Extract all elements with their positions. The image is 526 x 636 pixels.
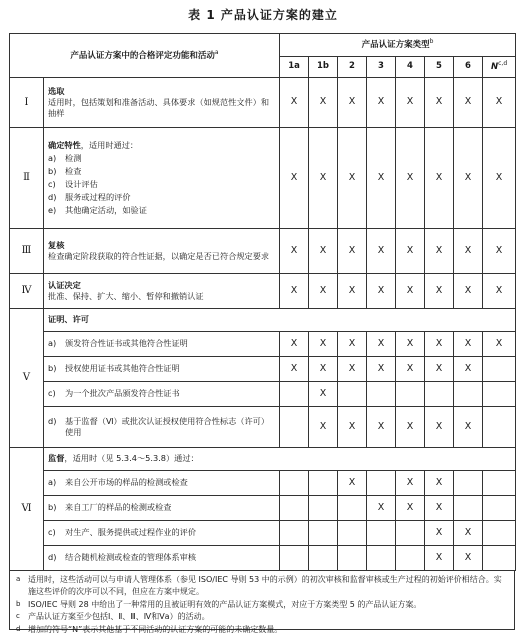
activity-cell [44,546,280,571]
type-mark-cell [338,496,367,521]
type-mark-cell [367,471,396,496]
section-row [10,229,516,274]
type-mark-cell [483,382,516,407]
type-mark-cell: X [454,332,483,357]
type-mark-cell: X [425,78,454,128]
footnote-text: 增加的符号“N”表示其他基于不同活动的认证方案的可能的未确定数量。 [28,624,283,634]
table-title: 表 1 产品认证方案的建立 [188,8,338,22]
type-mark-cell [309,496,338,521]
activity-cell [44,229,280,274]
type-mark-cell: X [454,521,483,546]
type-mark-cell [280,521,309,546]
table-row [10,471,516,496]
activity-cell [44,332,280,357]
item-label: a) [48,152,57,163]
type-mark-cell [454,471,483,496]
type-mark-cell: X [454,357,483,382]
type-mark-cell: X [483,332,516,357]
activity-cell [44,471,280,496]
type-mark-cell: X [309,332,338,357]
type-mark-cell: X [338,357,367,382]
type-mark-cell: X [454,407,483,448]
table-row [10,332,516,357]
header-scheme-types [280,34,516,57]
item-text: 检测 [65,152,82,163]
list-item [48,179,275,190]
column-header-label: 6 [465,61,471,72]
column-header-label: 1b [317,61,330,72]
type-mark-cell: X [425,229,454,274]
type-mark-cell: X [280,357,309,382]
type-mark-cell [483,521,516,546]
footnote-marker: a [16,575,21,583]
type-mark-cell: X [483,229,516,274]
type-mark-cell: X [309,229,338,274]
column-header-1b [309,57,338,78]
item-text: 来自公开市场的样品的检测或检查 [65,477,188,488]
type-mark-cell [280,546,309,571]
type-mark-cell: X [454,546,483,571]
type-mark-cell: X [396,496,425,521]
type-mark-cell: X [454,128,483,229]
column-header-label: 4 [407,61,413,72]
item-text: 结合随机检测或检查的管理体系审核 [65,552,197,563]
type-mark-cell: X [280,229,309,274]
type-mark-cell [309,521,338,546]
type-mark-cell: X [396,407,425,448]
section-heading [44,448,516,471]
item-label: d) [48,552,57,563]
list-item [48,205,275,216]
item-label: a) [48,338,57,349]
footnote-text: 产品认证方案至少包括Ⅰ、Ⅱ、Ⅲ、Ⅳ和Ⅴa）的活动。 [28,612,210,622]
footnote-marker: c [16,612,20,621]
footnote-ref: c,d [498,60,508,68]
item-label: e) [48,205,57,216]
column-header-label: 5 [436,61,442,72]
section-title: 认证决定 [48,279,81,290]
item-text: 设计评估 [65,179,98,189]
section-title-suffix: ，适用时通过： [80,139,139,150]
type-mark-cell: X [483,78,516,128]
type-mark-cell: X [309,382,338,407]
section-number: Ⅴ [10,309,44,448]
section-number: Ⅳ [10,274,44,309]
section-title: 选取 [48,85,65,96]
item-text: 基于监督（Ⅵ）或批次认证授权使用符合性标志（许可）使用 [65,415,270,437]
item-label: c) [48,527,56,538]
type-mark-cell [425,382,454,407]
table-row [10,357,516,382]
type-mark-cell: X [396,332,425,357]
section-heading [44,309,516,332]
column-header-3 [367,57,396,78]
type-mark-cell: X [309,274,338,309]
type-mark-cell: X [280,78,309,128]
type-mark-cell: X [425,521,454,546]
type-mark-cell: X [396,274,425,309]
table-row [10,546,516,571]
type-mark-cell [483,471,516,496]
section-row [10,128,516,229]
column-header-6 [454,57,483,78]
section-title-suffix: ，适用时（见 5.3.4～5.3.8）通过： [64,453,199,464]
type-mark-cell: X [454,78,483,128]
table-row [10,382,516,407]
type-mark-cell [280,471,309,496]
type-mark-cell: X [367,332,396,357]
section-row [10,274,516,309]
type-mark-cell: X [425,546,454,571]
type-mark-cell: X [367,274,396,309]
type-mark-cell: X [425,471,454,496]
column-header-label: 2 [349,61,355,72]
footnote-marker: b [16,599,21,608]
column-header-n [483,57,516,78]
list-item [48,192,275,203]
activity-cell [44,382,280,407]
activity-cell [44,128,280,229]
type-mark-cell: X [280,274,309,309]
type-mark-cell: X [367,78,396,128]
type-mark-cell: X [280,128,309,229]
section-number: Ⅰ [10,78,44,128]
type-mark-cell: X [396,357,425,382]
type-mark-cell: X [483,274,516,309]
item-text: 服务或过程的评价 [65,192,131,203]
type-mark-cell: X [454,229,483,274]
type-mark-cell [309,471,338,496]
section-header-row [10,309,516,332]
item-label: c) [48,388,56,399]
type-mark-cell: X [425,496,454,521]
section-title: 监督 [48,453,65,464]
section-description: 适用时，包括策划和准备活动、具体要求（如规范性文件）和抽样 [48,96,270,119]
footnote-text: 适用时，这些活动可以与申请人管理体系（参见 ISO/IEC 导则 53 中的示例）的初次审核和监督审核或生产过程的初始评价相结合。实施这些评价的次序可以不同，但应在方案中规定。 [28,575,502,597]
activity-cell [44,407,280,448]
type-mark-cell: X [309,407,338,448]
type-mark-cell: X [338,332,367,357]
type-mark-cell [280,496,309,521]
activity-cell [44,274,280,309]
type-mark-cell: X [396,471,425,496]
item-label: d) [48,192,57,203]
type-mark-cell: X [338,128,367,229]
item-label: b) [48,502,57,513]
type-mark-cell: X [309,128,338,229]
type-mark-cell: X [396,128,425,229]
column-header-label: 1a [288,61,300,72]
type-mark-cell [396,546,425,571]
footnote-ref: a [214,48,219,56]
section-title: 确定特性 [48,139,81,150]
table-footnotes [9,570,515,634]
header-activities-label: 产品认证方案中的合格评定功能和活动 [70,50,215,61]
section-description: 检查确定阶段获取的符合性证据，以确定是否已符合规定要求 [48,251,270,261]
type-mark-cell [396,382,425,407]
type-mark-cell: X [367,128,396,229]
section-title: 证明、许可 [48,314,89,325]
list-item [48,166,275,177]
type-mark-cell: X [425,332,454,357]
type-mark-cell [483,407,516,448]
type-mark-cell [338,521,367,546]
section-title: 复核 [48,239,65,250]
type-mark-cell [483,357,516,382]
list-item [48,153,275,164]
type-mark-cell: X [338,407,367,448]
type-mark-cell [367,521,396,546]
type-mark-cell [309,546,338,571]
table-row [10,521,516,546]
item-label: c) [48,179,56,189]
item-text: 检查 [65,165,82,176]
type-mark-cell [483,546,516,571]
type-mark-cell: X [454,274,483,309]
type-mark-cell: X [338,78,367,128]
type-mark-cell: X [425,128,454,229]
type-mark-cell [367,546,396,571]
column-header-2 [338,57,367,78]
type-mark-cell [367,382,396,407]
item-label: b) [48,165,57,176]
type-mark-cell: X [280,332,309,357]
activity-cell [44,521,280,546]
type-mark-cell: X [367,407,396,448]
item-text: 颁发符合性证书或其他符合性证明 [65,338,188,349]
item-text: 为一个批次产品颁发符合性证书 [65,388,180,399]
type-mark-cell [338,382,367,407]
table-body [10,78,516,571]
type-mark-cell: X [338,229,367,274]
type-mark-cell: X [396,229,425,274]
item-text: 其他确定活动，如验证 [65,205,147,216]
type-mark-cell: X [367,496,396,521]
section-number: Ⅲ [10,229,44,274]
section-number: Ⅱ [10,128,44,229]
item-label: b) [48,363,57,374]
type-mark-cell: X [483,128,516,229]
type-mark-cell: X [367,229,396,274]
section-header-row [10,448,516,471]
type-mark-cell [338,546,367,571]
type-mark-cell [280,382,309,407]
item-label: a) [48,477,57,488]
type-mark-cell: X [338,471,367,496]
table-row [10,496,516,521]
header-types-label: 产品认证方案类型 [361,40,430,51]
footnote [16,624,508,636]
type-mark-cell [454,496,483,521]
column-header-label: 3 [378,61,384,72]
footnote [16,599,508,611]
header-activities [10,34,280,78]
type-mark-cell: X [425,274,454,309]
item-label: d) [48,415,57,426]
certification-scheme-table [9,33,516,571]
type-mark-cell: X [425,407,454,448]
type-mark-cell: X [309,78,338,128]
type-mark-cell: X [425,357,454,382]
type-mark-cell [396,521,425,546]
footnote-text: ISO/IEC 导则 28 中给出了一种常用的且被证明有效的产品认证方案模式，对应于方案类型 5 的产品认证方案。 [28,599,422,609]
activity-cell [44,357,280,382]
item-text: 来自工厂的样品的检测或检查 [65,502,172,513]
type-mark-cell [280,407,309,448]
activity-cell [44,78,280,128]
column-header-1a [280,57,309,78]
footnote-marker: d [16,624,21,633]
item-text: 授权使用证书或其他符合性证明 [65,363,180,374]
type-mark-cell: X [309,357,338,382]
column-header-5 [425,57,454,78]
type-mark-cell [454,382,483,407]
type-mark-cell: X [367,357,396,382]
table-row [10,407,516,448]
type-mark-cell: X [338,274,367,309]
type-mark-cell [483,496,516,521]
type-mark-cell: X [396,78,425,128]
column-header-4 [396,57,425,78]
column-header-label: N [490,62,499,73]
footnote [16,574,508,599]
section-number: Ⅵ [10,448,44,571]
footnote [16,611,508,623]
item-text: 对生产、服务提供或过程作业的评价 [65,527,197,538]
section-description: 批准、保持、扩大、缩小、暂停和撤销认证 [48,291,204,301]
activity-cell [44,496,280,521]
section-row [10,78,516,128]
footnote-ref: b [429,38,434,46]
